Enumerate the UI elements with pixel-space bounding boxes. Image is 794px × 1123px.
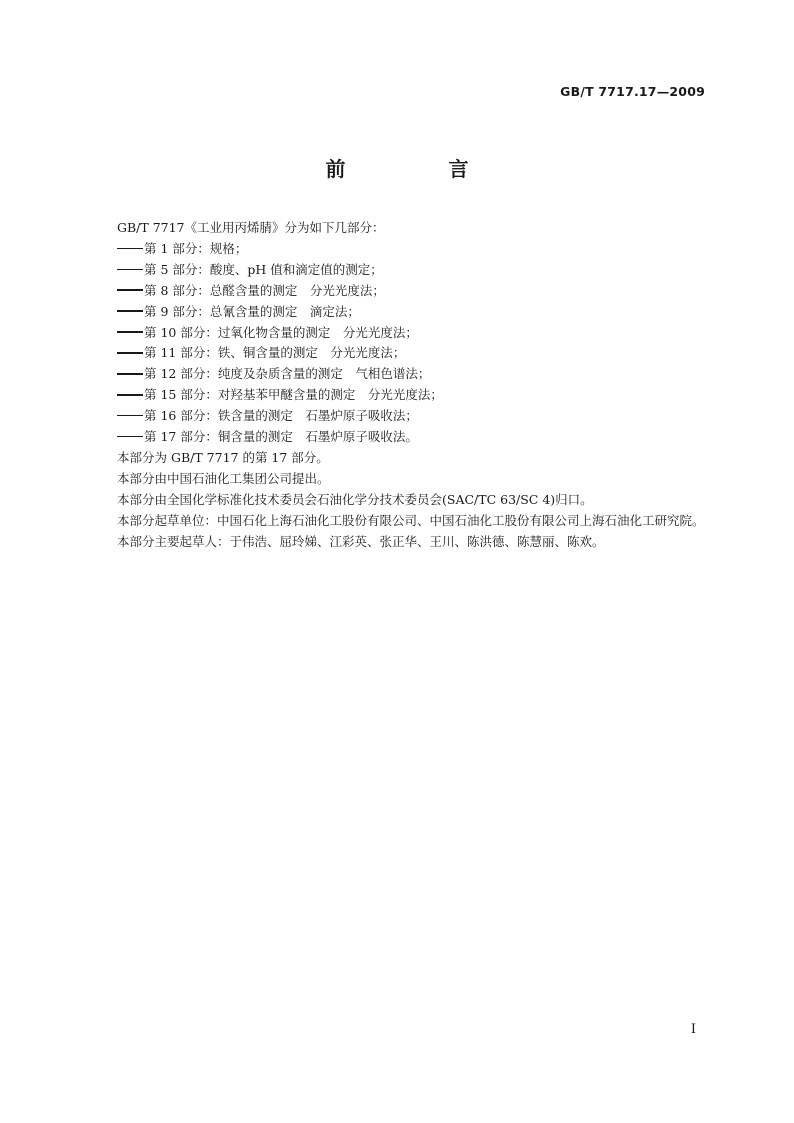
drafters-paragraph: 本部分主要起草人：于伟浩、屈玲娣、江彩英、张正华、王川、陈洪德、陈慧丽、陈欢。 — [117, 533, 605, 549]
dash-mark — [117, 269, 143, 271]
list-item — [90, 427, 710, 448]
dash-mark — [117, 352, 143, 354]
dash-mark — [117, 373, 143, 375]
list-item-text: 第 17 部分：铜含量的测定 石墨炉原子吸收法。 — [144, 429, 418, 445]
list-item — [90, 260, 710, 281]
page-number: I — [690, 1022, 696, 1037]
managed-by-paragraph: 本部分由全国化学标准化技术委员会石油化学分技术委员会(SAC/TC 63/SC 4)归口。 — [117, 491, 593, 507]
list-item-text: 第 12 部分：纯度及杂质含量的测定 气相色谱法； — [144, 366, 431, 382]
list-item-text: 第 9 部分：总氰含量的测定 滴定法； — [144, 303, 360, 319]
list-item — [90, 364, 710, 385]
page-title: 前 言 — [325, 157, 517, 181]
list-item-text: 第 16 部分：铁含量的测定 石墨炉原子吸收法； — [144, 408, 418, 424]
dash-mark — [117, 394, 143, 396]
dash-mark — [117, 436, 143, 438]
list-item-text: 第 1 部分：规格； — [144, 240, 248, 256]
dash-mark — [117, 289, 143, 291]
intro-paragraph: GB/T 7717《工业用丙烯腈》分为如下几部分： — [117, 220, 385, 235]
list-item — [90, 281, 710, 302]
list-item — [90, 302, 710, 323]
list-item-text: 第 10 部分：过氧化物含量的测定 分光光度法； — [144, 324, 418, 340]
list-item — [90, 385, 710, 406]
list-item — [90, 323, 710, 344]
part-of-paragraph: 本部分为 GB/T 7717 的第 17 部分。 — [117, 449, 329, 465]
foreword-body — [90, 218, 710, 553]
list-item-text: 第 8 部分：总醛含量的测定 分光光度法； — [144, 282, 385, 298]
list-item — [90, 343, 710, 364]
dash-mark — [117, 331, 143, 333]
standard-code: GB/T 7717.17—2009 — [560, 84, 705, 99]
list-item-text: 第 15 部分：对羟基苯甲醚含量的测定 分光光度法； — [144, 387, 443, 403]
drafting-units-paragraph: 本部分起草单位：中国石化上海石油化工股份有限公司、中国石油化工股份有限公司上海石油化工研究院。 — [117, 512, 705, 528]
dash-mark — [117, 415, 143, 417]
proposed-by-paragraph: 本部分由中国石油化工集团公司提出。 — [117, 470, 330, 486]
dash-mark — [117, 310, 143, 312]
list-item — [90, 406, 710, 427]
list-item-text: 第 5 部分：酸度、pH 值和滴定值的测定； — [144, 261, 383, 277]
list-item-text: 第 11 部分：铁、铜含量的测定 分光光度法； — [144, 345, 406, 361]
list-item — [90, 239, 710, 260]
dash-mark — [117, 248, 143, 250]
